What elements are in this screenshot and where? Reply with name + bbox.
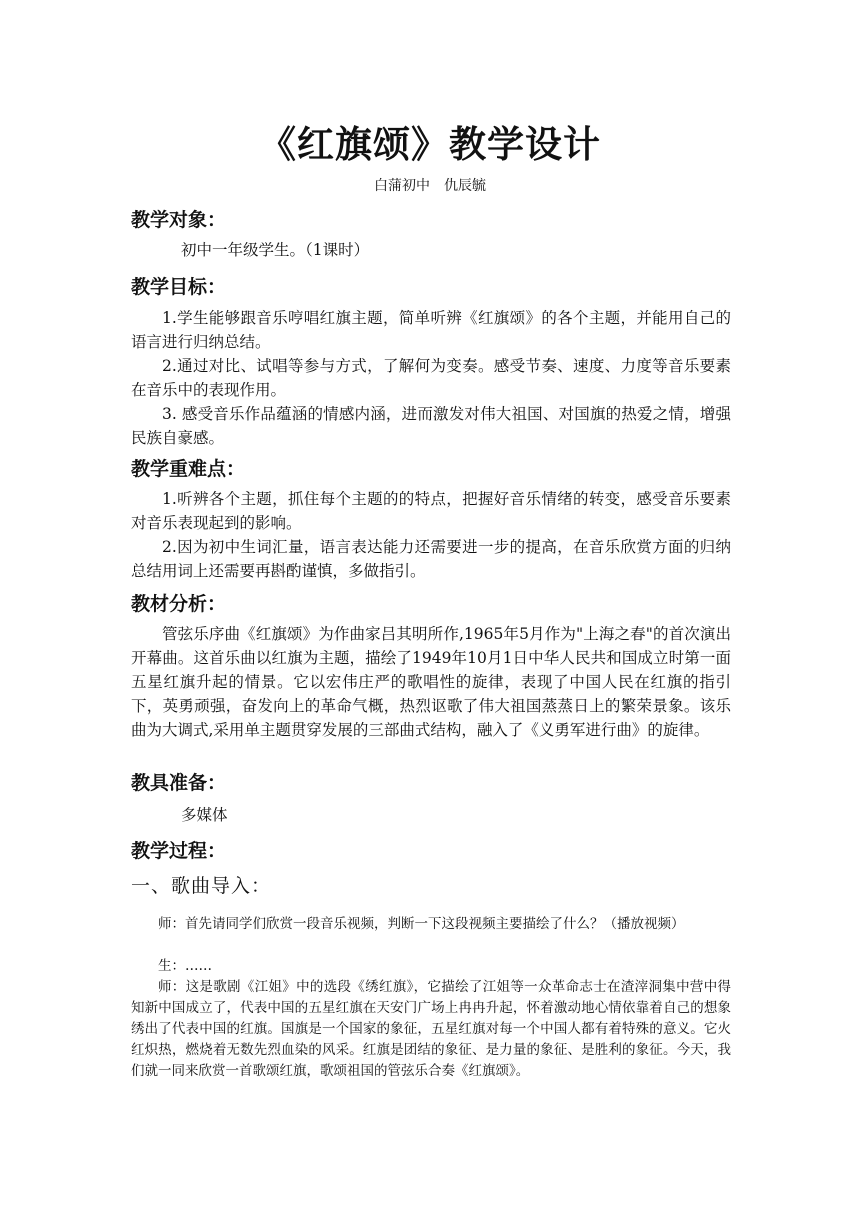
dialogue-teacher-2: 师：这是歌剧《江姐》中的选段《绣红旗》，它描绘了江姐等一众革命志士在渣滓洞集中营中得知新中国成立了，代表中国的五星红旗在天安门广场上冉冉升起，怀着激动地心情依靠着自己的想象绣出了代表中国的红旗。国旗是一个国家的象征，五星红旗对每一个中国人都有着特殊的意义。它火红炽热，燃烧着无数先烈血染的风采。红旗是团结的象征、是力量的象征、是胜利的象征。今天，我们就一同来欣赏一首歌颂红旗，歌颂祖国的管弦乐合奏《红旗颂》。	[131, 979, 731, 1079]
object-text: 初中一年级学生。（1课时）	[181, 241, 370, 259]
goal-item-2: 2.通过对比、试唱等参与方式，了解何为变奏。感受节奏、速度、力度等音乐要素在音乐中的表现作用。	[131, 357, 731, 399]
heading-process: 教学过程：	[131, 840, 227, 862]
keypoint-item-1: 1.听辨各个主题，抓住每个主题的的特点，把握好音乐情绪的转变，感受音乐要素对音乐表现起到的影响。	[131, 490, 731, 532]
tools-text: 多媒体	[181, 806, 228, 824]
process-part1-title: 一、歌曲导入：	[131, 875, 272, 897]
heading-analysis: 教材分析：	[131, 593, 227, 615]
dialogue-teacher-1: 师：首先请同学们欣赏一段音乐视频，判断一下这段视频主要描绘了什么？（播放视频）	[158, 916, 685, 932]
heading-object: 教学对象：	[131, 209, 227, 231]
keypoint-item-2: 2.因为初中生词汇量，语言表达能力还需要进一步的提高，在音乐欣赏方面的归纳总结用词上还需要再斟酌谨慎，多做指引。	[131, 538, 731, 580]
heading-tools: 教具准备：	[131, 772, 227, 794]
analysis-text: 管弦乐序曲《红旗颂》为作曲家吕其明所作,1965年5月作为"上海之春"的首次演出开幕曲。这首乐曲以红旗为主题，描绘了1949年10月1日中华人民共和国成立时第一面五星红旗升起的情景。它以宏伟庄严的歌唱性的旋律，表现了中国人民在红旗的指引下，英勇顽强，奋发向上的革命气概，热烈讴歌了伟大祖国蒸蒸日上的繁荣景象。该乐曲为大调式,采用单主题贯穿发展的三部曲式结构，融入了《义勇军进行曲》的旋律。	[131, 625, 731, 739]
document-title: 《红旗颂》教学设计	[259, 122, 601, 166]
goal-item-3: 3. 感受音乐作品蕴涵的情感内涵，进而激发对伟大祖国、对国旗的热爱之情，增强民族自豪感。	[131, 405, 731, 447]
dialogue-student: 生：……	[158, 958, 212, 974]
author-line: 白蒲初中 仇辰毓	[374, 178, 486, 194]
heading-goals: 教学目标：	[131, 276, 227, 298]
heading-keypoints: 教学重难点：	[131, 458, 246, 480]
goal-item-1: 1.学生能够跟音乐哼唱红旗主题，简单听辨《红旗颂》的各个主题，并能用自己的语言进行归纳总结。	[131, 309, 731, 351]
